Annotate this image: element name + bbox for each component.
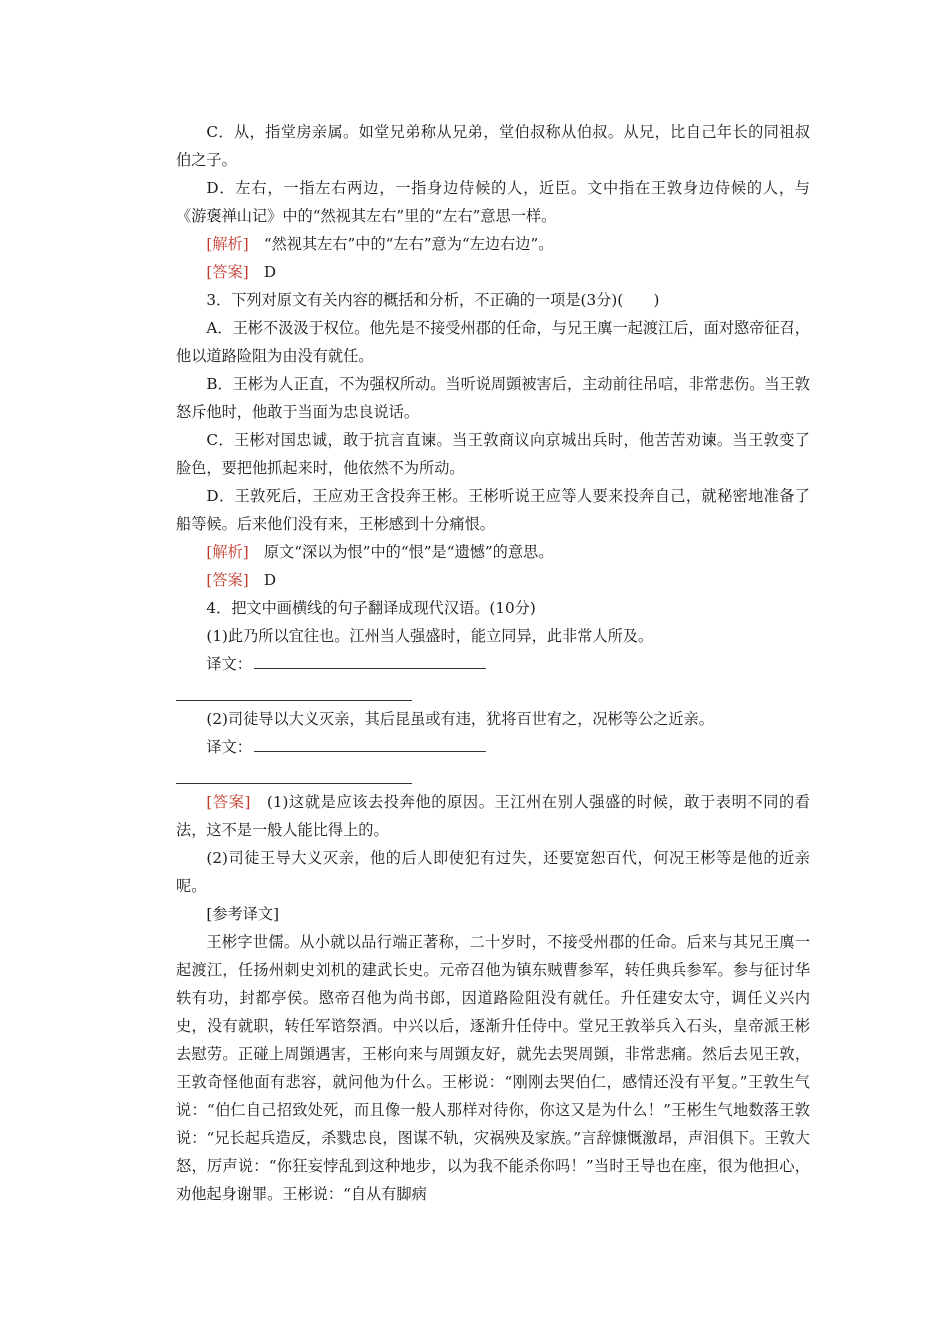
analysis-3-text: 原文“深以为恨”中的“恨”是“遗憾”的意思。: [248, 543, 554, 561]
answer-tag: [答案]: [206, 263, 249, 281]
answer-2-text: D: [248, 263, 276, 281]
answer-blank-line: [176, 678, 412, 701]
answer-4-1-text: (1)这就是应该去投奔他的原因。王江州在别人强盛的时候，敢于表明不同的看法，这不是一般人能比得上的。: [176, 793, 811, 839]
reference-title: [参考译文]: [206, 905, 279, 923]
analysis-tag: [解析]: [206, 235, 249, 253]
answer-blank-line: [254, 737, 486, 752]
translate-label: 译文：: [206, 738, 252, 756]
question-3-d: D．王敦死后，王应劝王含投奔王彬。王彬听说王应等人要来投奔自己，就秘密地准备了船等候。后来他们没有来，王彬感到十分痛恨。: [176, 487, 810, 533]
answer-tag: [答案]: [206, 571, 249, 589]
answer-3-text: D: [248, 571, 276, 589]
document-page: [176, 118, 810, 1208]
translation-2: [176, 733, 810, 761]
analysis-2: [176, 230, 810, 258]
question-3: 3．下列对原文有关内容的概括和分析，不正确的一项是(3分)( ): [206, 291, 660, 309]
answer-blank-line: [254, 654, 486, 669]
analysis-2-text: “然视其左右”中的“左右”意为“左边右边”。: [248, 235, 554, 253]
answer-blank-line: [176, 761, 412, 784]
translate-label: 译文：: [206, 655, 252, 673]
question-4-2: (2)司徒导以大义灭亲，其后昆虽或有违，犹将百世宥之，况彬等公之近亲。: [206, 710, 714, 728]
answer-tag: [答案]: [206, 793, 251, 811]
answer-4-1: [176, 788, 810, 844]
question-4-1: (1)此乃所以宜往也。江州当人强盛时，能立同异，此非常人所及。: [206, 627, 654, 645]
reference-text: 王彬字世儒。从小就以品行端正著称，二十岁时，不接受州郡的任命。后来与其兄王廙一起渡江，任扬州刺史刘机的建武长史。元帝召他为镇东贼曹参军，转任典兵参军。参与征讨华轶有功，封都亭侯。愍帝召他为尚书郎，因道路险阻没有就任。升任建安太守，调任义兴内史，没有就职，转任军谘祭酒。中兴以后，逐渐升任侍中。堂兄王敦举兵入石头，皇帝派王彬去慰劳。正碰上周顗遇害，王彬向来与周顗友好，就先去哭周顗，非常悲痛。然后去见王敦，王敦奇怪他面有悲容，就问他为什么。王彬说：“刚刚去哭伯仁，感情还没有平复。”王敦生气说：“伯仁自己招致处死，而且像一般人那样对待你，你这又是为什么！”王彬生气地数落王敦说：“兄长起兵造反，杀戮忠良，图谋不轨，灾祸殃及家族。”言辞慷慨激昂，声泪俱下。王敦大怒，厉声说：“你狂妄悖乱到这种地步，以为我不能杀你吗！”当时王导也在座，很为他担心，劝他起身谢罪。王彬说：“自从有脚病: [176, 933, 810, 1203]
option-d: D．左右，一指左右两边，一指身边侍候的人，近臣。文中指在王敦身边侍候的人，与《游褒禅山记》中的“然视其左右”里的“左右”意思一样。: [176, 179, 810, 225]
question-3-c: C．王彬对国忠诚，敢于抗言直谏。当王敦商议向京城出兵时，他苦苦劝谏。当王敦变了脸色，要把他抓起来时，他依然不为所动。: [176, 431, 810, 477]
question-3-b: B．王彬为人正直，不为强权所动。当听说周顗被害后，主动前往吊唁，非常悲伤。当王敦怒斥他时，他敢于当面为忠良说话。: [176, 375, 810, 421]
option-c: C．从，指堂房亲属。如堂兄弟称从兄弟，堂伯叔称从伯叔。从兄，比自己年长的同祖叔伯之子。: [176, 123, 810, 169]
translation-1: [176, 650, 810, 678]
question-3-a: A．王彬不汲汲于权位。他先是不接受州郡的任命，与兄王廙一起渡江后，面对愍帝征召，他以道路险阻为由没有就任。: [176, 319, 810, 365]
question-4: 4．把文中画横线的句子翻译成现代汉语。(10分): [206, 599, 536, 617]
analysis-3: [176, 538, 810, 566]
analysis-tag: [解析]: [206, 543, 249, 561]
answer-2: [176, 258, 810, 286]
answer-4-2: (2)司徒王导大义灭亲，他的后人即使犯有过失，还要宽恕百代，何况王彬等是他的近亲呢。: [176, 849, 810, 895]
answer-3: [176, 566, 810, 594]
